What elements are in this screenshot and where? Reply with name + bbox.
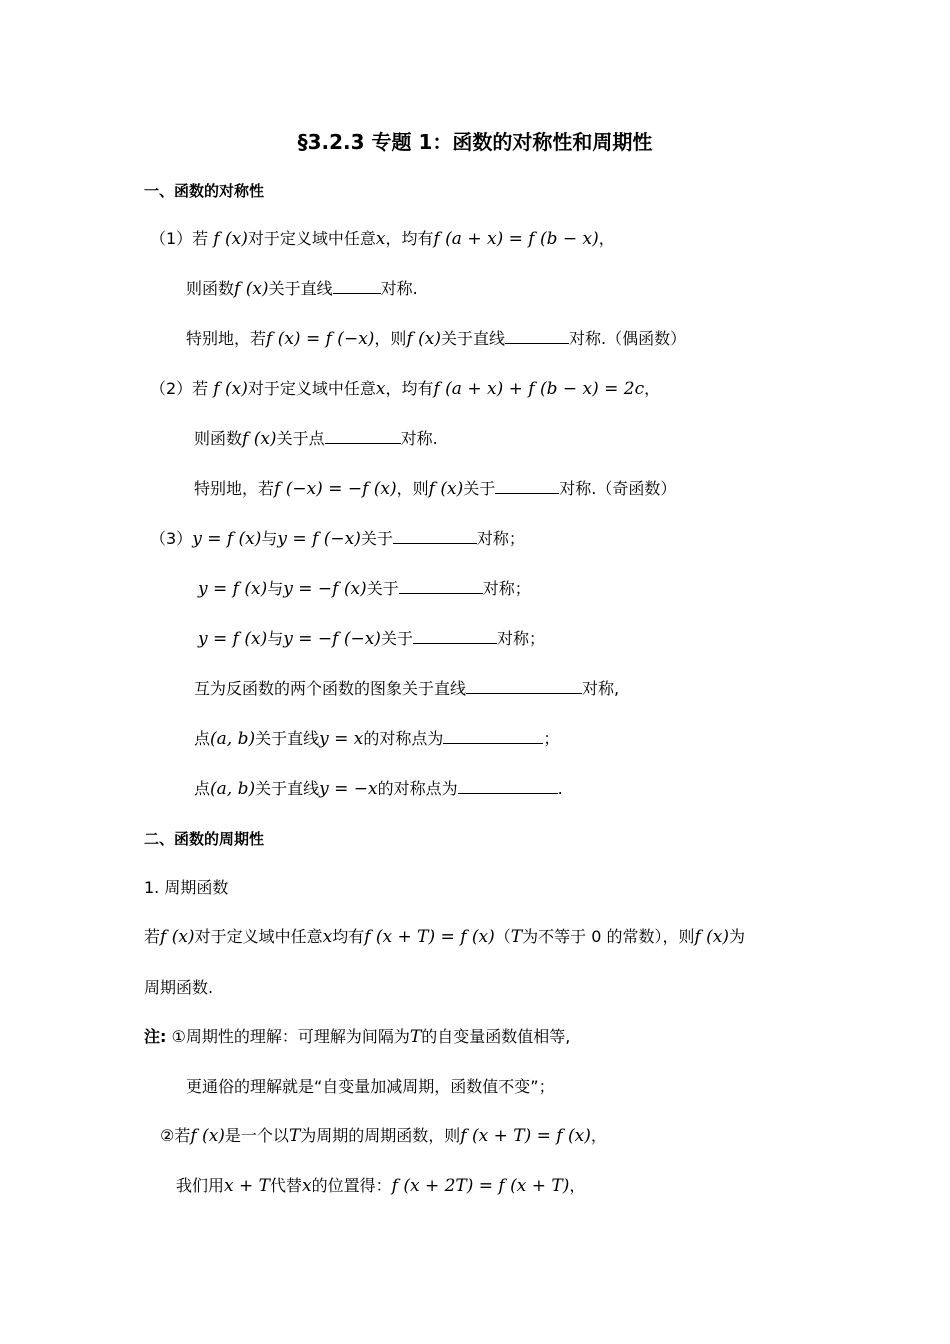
section2-heading: 二、函数的周期性	[144, 830, 265, 848]
item1-line3: 特别地，若f (x) = f (−x)，则f (x)关于直线 对称.（偶函数）	[186, 329, 687, 349]
note1-line2: 更通俗的理解就是“自变量加减周期，函数值不变”；	[186, 1077, 555, 1096]
answer-blank	[333, 277, 381, 294]
item2-line3: 特别地，若f (−x) = −f (x)，则f (x)关于 对称.（奇函数）	[194, 479, 677, 499]
note3: 我们用x + T代替x的位置得：f (x + 2T) = f (x + T)，	[176, 1176, 586, 1196]
item3-row2: y = f (x)与y = −f (x)关于 对称；	[198, 579, 531, 599]
page-title: §3.2.3 专题 1：函数的对称性和周期性	[297, 130, 653, 154]
answer-blank	[413, 627, 497, 644]
answer-blank	[399, 577, 483, 594]
answer-blank	[325, 427, 401, 444]
note1: 注: ①周期性的理解：可理解为间隔为T的自变量函数值相等,	[144, 1027, 571, 1047]
section2-sub1: 1. 周期函数	[144, 878, 229, 897]
periodic-definition-line2: 周期函数.	[144, 978, 214, 997]
item3-row4: 互为反函数的两个函数的图象关于直线 对称,	[194, 679, 620, 698]
answer-blank	[466, 677, 582, 694]
item2-line1: （2）若 f (x)对于定义域中任意x，均有f (a + x) + f (b − x) = 2c，	[150, 379, 661, 399]
item3-row5: 点(a, b)关于直线y = x的对称点为 ；	[194, 729, 560, 749]
answer-blank	[393, 527, 477, 544]
section1-heading: 一、函数的对称性	[144, 182, 265, 200]
note2: ②若f (x)是一个以T为周期的周期函数，则f (x + T) = f (x)，	[160, 1126, 607, 1146]
answer-blank	[505, 327, 569, 344]
item1-line1: （1）若 f (x)对于定义域中任意x，均有f (a + x) = f (b − x)，	[150, 229, 615, 249]
item3-row6: 点(a, b)关于直线y = −x的对称点为 .	[194, 779, 563, 799]
answer-blank	[495, 477, 559, 494]
answer-blank	[458, 777, 558, 794]
item3-row3: y = f (x)与y = −f (−x)关于 对称；	[198, 629, 545, 649]
periodic-definition: 若f (x)对于定义域中任意x均有f (x + T) = f (x)（T为不等于 0 的常数），则f (x)为	[144, 927, 746, 947]
item3-row1: （3）y = f (x)与y = f (−x)关于 对称；	[150, 529, 525, 549]
answer-blank	[443, 727, 543, 744]
item2-line2: 则函数f (x)关于点 对称.	[194, 429, 438, 449]
item1-line2: 则函数f (x)关于直线 对称.	[186, 279, 418, 299]
